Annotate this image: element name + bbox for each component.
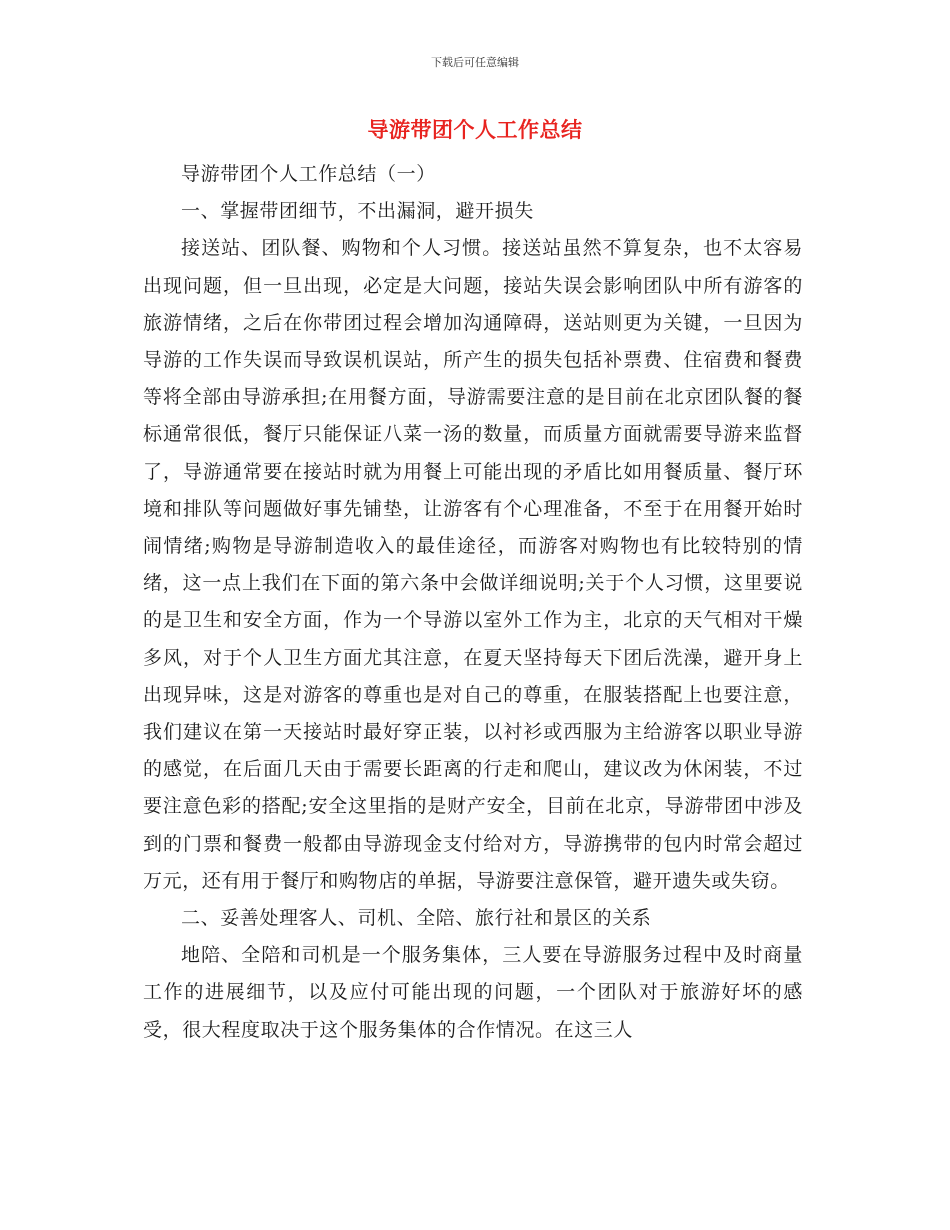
document-title: 导游带团个人工作总结 (367, 118, 583, 142)
section-heading-main: 导游带团个人工作总结（一） (181, 163, 436, 185)
paragraph-2: 地陪、全陪和司机是一个服务集体，三人要在导游服务过程中及时商量工作的进展细节，以及应付可能出现的问题，一个团队对于旅游好坏的感受，很大程度取决于这个服务集体的合作情况。在这三人 (143, 944, 803, 1041)
section-heading-2: 二、妥善处理客人、司机、全陪、旅行社和景区的关系 (181, 907, 652, 930)
page-header-note: 下载后可任意编辑 (431, 56, 519, 69)
section-heading-1: 一、掌握带团细节，不出漏洞，避开损失 (181, 200, 534, 223)
paragraph-1: 接送站、团队餐、购物和个人习惯。接送站虽然不算复杂，也不太容易出现问题，但一旦出现，必定是大问题，接站失误会影响团队中所有游客的旅游情绪，之后在你带团过程会增加沟通障碍，送站则更为关键，一旦因为导游的工作失误而导致误机误站，所产生的损失包括补票费、住宿费和餐费等将全部由导游承担;在用餐方面，导游需要注意的是目前在北京团队餐的餐标通常很低，餐厅只能保证八菜一汤的数量，而质量方面就需要导游来监督了，导游通常要在接站时就为用餐上可能出现的矛盾比如用餐质量、餐厅环境和排队等问题做好事先铺垫，让游客有个心理准备，不至于在用餐开始时闹情绪;购物是导游制造收入的最佳途径，而游客对购物也有比较特别的情绪，这一点上我们在下面的第六条中会做详细说明;关于个人习惯，这里要说的是卫生和安全方面，作为一个导游以室外工作为主，北京的天气相对干燥多风，对于个人卫生方面尤其注意，在夏天坚持每天下团后洗澡，避开身上出现异味，这是对游客的尊重也是对自己的尊重，在服装搭配上也要注意，我们建议在第一天接站时最好穿正装，以衬衫或西服为主给游客以职业导游的感觉，在后面几天由于需要长距离的行走和爬山，建议改为休闲装，不过要注意色彩的搭配;安全这里指的是财产安全，目前在北京，导游带团中涉及到的门票和餐费一般都由导游现金支付给对方，导游携带的包内时常会超过万元，还有用于餐厅和购物店的单据，导游要注意保管，避开遗失或失窃。 (143, 237, 803, 892)
document-body (143, 156, 803, 1049)
